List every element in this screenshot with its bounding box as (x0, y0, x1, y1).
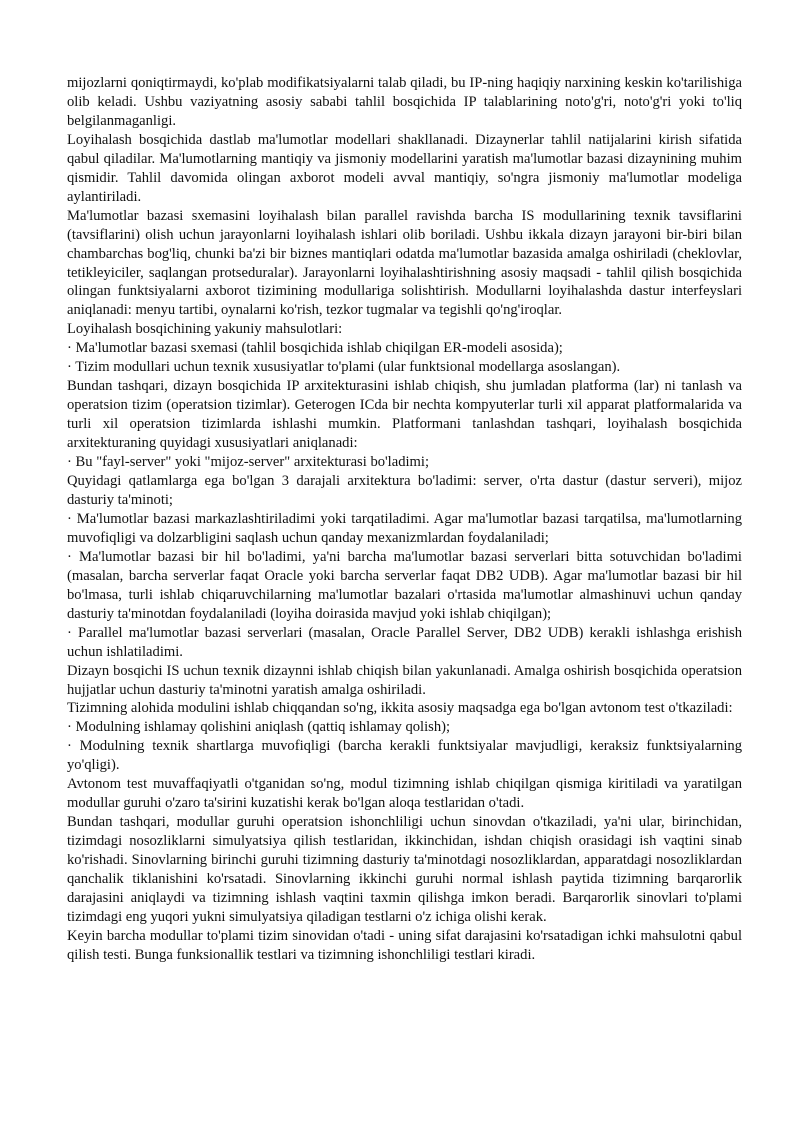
list-item: · Modulning ishlamay qolishini aniqlash (qattiq ishlamay qolish); (67, 719, 451, 736)
paragraph: Quyidagi qatlamlarga ega bo'lgan 3 darajali arxitektura bo'ladimi: server, o'rta dastur (dastur serveri), mijoz dasturiy ta'minoti; (67, 473, 742, 508)
paragraph: Loyihalash bosqichining yakuniy mahsulotlari: (67, 321, 343, 338)
document-page (67, 74, 742, 965)
paragraph: Loyihalash bosqichida dastlab ma'lumotlar modellari shakllanadi. Dizaynerlar tahlil natijalarini kirish sifatida qabul qiladilar. Ma'lumotlarning mantiqiy va jismoniy modellarini yaratish ma'lumotlar bazasi dizaynining muhim qismidir. Tahlil davomida olingan axborot modeli avval mantiqiy, so'ngra jismoniy ma'lumotlar modeliga aylantiriladi. (67, 131, 742, 205)
paragraph: Keyin barcha modullar to'plami tizim sinovidan o'tadi - uning sifat darajasini ko'rsatadigan ichki mahsulotni qabul qilish testi. Bunga funksionallik testlari va tizimning ishonchliligi testlari kiradi. (67, 927, 742, 963)
paragraph: Tizimning alohida modulini ishlab chiqqandan so'ng, ikkita asosiy maqsadga ega bo'lgan avtonom test o'tkaziladi: (67, 700, 733, 717)
paragraph: Bundan tashqari, dizayn bosqichida IP arxitekturasini ishlab chiqish, shu jumladan platforma (lar) ni tanlash va operatsion tizim (operatsion tizimlar). Geterogen ICda bir nechta kompyuterlar turli xil apparat platformalarida va turli xil operatsion tizimlarda ishlashi mumkin. Platformani tanlashdan tashqari, loyihalash bosqichida arxitekturaning quyidagi xususiyatlari aniqlanadi: (67, 378, 742, 452)
paragraph: Dizayn bosqichi IS uchun texnik dizaynni ishlab chiqish bilan yakunlanadi. Amalga oshirish bosqichida operatsion hujjatlar uchun dasturiy ta'minotni yaratish amalga oshiriladi. (67, 662, 742, 698)
paragraph: mijozlarni qoniqtirmaydi, ko'plab modifikatsiyalarni talab qiladi, bu IP-ning haqiqiy narxining keskin ko'tarilishiga olib keladi. Ushbu vaziyatning asosiy sababi tahlil bosqichida IP talablarining noto'g'ri, noto'g'ri yoki to'liq belgilanmaganligi. (67, 75, 742, 129)
list-item: · Ma'lumotlar bazasi markazlashtiriladimi yoki tarqatiladimi. Agar ma'lumotlar bazasi tarqatilsa, ma'lumotlarning muvofiqligi va dolzarbligini saqlash uchun qanday mexanizmlardan foydalaniladi; (67, 510, 742, 546)
list-item: · Ma'lumotlar bazasi sxemasi (tahlil bosqichida ishlab chiqilgan ER-modeli asosida); (67, 340, 563, 357)
paragraph: Bundan tashqari, modullar guruhi operatsion ishonchliligi uchun sinovdan o'tkaziladi, ya'ni ular, birinchidan, tizimdagi nosozliklarni simulyatsiya qilish testlaridan, ikkinchidan, ishdan chiqish orasidagi ish vaqtini sinab ko'rishadi. Sinovlarning birinchi guruhi tizimning dasturiy ta'minotdagi nosozliklardan, apparatdagi nosozliklardan qanchalik tiklanishini ko'rsatadi. Sinovlarning ikkinchi guruhi normal ishlash paytida tizimning barqarorlik darajasini aniqlaydi va tizimning ishlash vaqtini taxmin qilishga imkon beradi. Barqarorlik sinovlari to'plami tizimdagi eng yuqori yukni simulyatsiya qiladigan testlarni o'z ichiga olishi kerak. (67, 814, 742, 925)
paragraph: Avtonom test muvaffaqiyatli o'tganidan so'ng, modul tizimning ishlab chiqilgan qismiga kiritiladi va yaratilgan modullar guruhi o'zaro ta'sirini kuzatishi kerak bo'lgan aloqa testlaridan o'tadi. (67, 776, 742, 812)
paragraph: Ma'lumotlar bazasi sxemasini loyihalash bilan parallel ravishda barcha IS modullarining texnik tavsiflarini (tavsiflarini) olish uchun jarayonlarni loyihalash ishlari olib boriladi. Ushbu ikkala dizayn jarayoni bir-biri bilan chambarchas bog'liq, chunki ba'zi bir biznes mantiqlari odatda ma'lumotlar bazasida amalga oshiriladi (cheklovlar, tetikleyiciler, saqlangan protseduralar). Jarayonlarni loyihalashtirishning asosiy maqsadi - tahlil qilish bosqichida olingan funktsiyalarni axborot tizimining modullariga solishtirish. Modullarni loyihalashda dastur interfeyslari aniqlanadi: menyu tartibi, oynalarni ko'rish, tezkor tugmalar va tegishli qo'ng'iroqlar. (67, 207, 742, 319)
list-item: · Bu "fayl-server" yoki "mijoz-server" arxitekturasi bo'ladimi; (67, 454, 430, 471)
list-item: · Parallel ma'lumotlar bazasi serverlari (masalan, Oracle Parallel Server, DB2 UDB) kerakli ishlashga erishish uchun ishlatiladimi. (67, 624, 742, 660)
list-item: · Modulning texnik shartlarga muvofiqligi (barcha kerakli funktsiyalar mavjudligi, keraksiz funktsiyalarning yo'qligi). (67, 738, 742, 774)
list-item: · Ma'lumotlar bazasi bir hil bo'ladimi, ya'ni barcha ma'lumotlar bazasi serverlari bitta sotuvchidan bo'ladimi (masalan, barcha serverlar faqat Oracle yoki barcha serverlar faqat DB2 UDB). Agar ma'lumotlar bazasi bir hil bo'lmasa, turli ishlab chiqaruvchilarning ma'lumotlar bazalari o'rtasida ma'lumotlar almashinuvi uchun qanday dasturiy ta'minotdan foydalaniladi (loyiha doirasida mavjud yoki ishlab chiqilgan); (67, 548, 742, 622)
list-item: · Tizim modullari uchun texnik xususiyatlar to'plami (ular funktsional modellarga asoslangan). (67, 359, 621, 376)
